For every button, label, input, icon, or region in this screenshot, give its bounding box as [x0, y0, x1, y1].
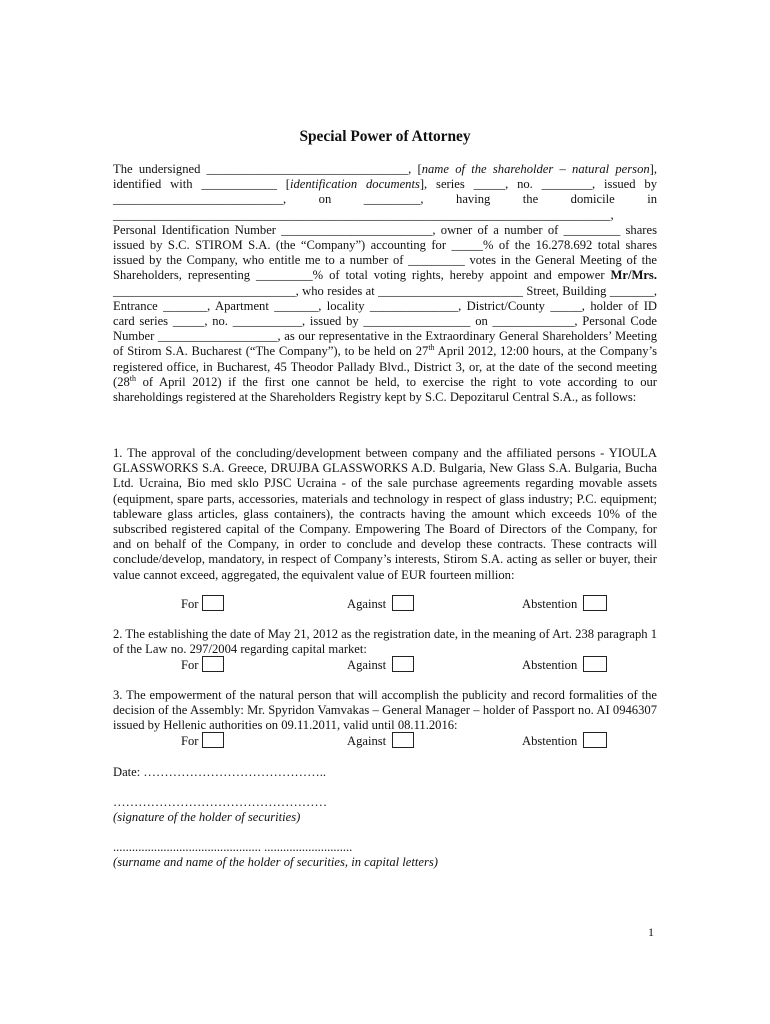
agenda-item-2-text: 2. The establishing the date of May 21, 2012 as the registration date, in the meaning of Art. 238 paragraph 1 of the Law no. 297/2004 regarding capital market:	[113, 627, 657, 657]
date-line: Date: ……………………………………..	[113, 765, 327, 779]
vote-for-option: For	[181, 732, 224, 749]
vote-abstention-option: Abstention	[522, 595, 607, 612]
agenda-item-3-text: 3. The empowerment of the natural person that will accomplish the publicity and record formalities of the decision of the Assembly: Mr. Spyridon Vamvakas – General Manager – holder of Passport no. AI 0946307 issued by Hellenic authorities on 09.11.2011, valid until 08.11.2016:	[113, 688, 657, 733]
signature-line: ……………………………………………	[113, 795, 328, 809]
vote-row-item-2	[113, 656, 657, 673]
vote-against-checkbox[interactable]	[392, 732, 414, 748]
agenda-item-1	[113, 446, 657, 583]
vote-for-option: For	[181, 595, 224, 612]
name-block	[113, 840, 657, 870]
vote-for-option: For	[181, 656, 224, 673]
page-number: 1	[648, 925, 654, 939]
signature-caption: (signature of the holder of securities)	[113, 810, 301, 825]
vote-abstention-option: Abstention	[522, 656, 607, 673]
name-caption: (surname and name of the holder of securities, in capital letters)	[113, 855, 438, 870]
vote-against-checkbox[interactable]	[392, 595, 414, 611]
vote-abstention-checkbox[interactable]	[583, 656, 607, 672]
document-title: Special Power of Attorney	[299, 128, 471, 145]
vote-against-option: Against	[347, 656, 414, 673]
vote-row-item-1	[113, 595, 657, 612]
agenda-item-1-text: 1. The approval of the concluding/development between company and the affiliated persons - YIOULA GLASSWORKS S.A. Greece, DRUJBA GLASSWORKS A.D. Bulgaria, New Glass S.A. Bulgaria, Bucha Ltd. Ucraina, Bio med sklo PJSC Ucraina - of the sale purchase agreements regarding movable assets (equipment, spare parts, accessories, materials and technology in respect of glass industry; P.C. equipment; tableware glass articles, glass containers), the contracts having the amount which exceeds 10% of the subscribed registered capital of the Company. Empowering The Board of Directors of the Company, for and on behalf of the Company, in order to conclude and develop these contracts. These contracts will conclude/develop, mandatory, in respect of Company’s interests, Stirom S.A. acting as seller or buyer, their value cannot exceed, aggregated, the equivalent value of EUR fourteen million:	[113, 446, 657, 582]
vote-for-checkbox[interactable]	[202, 656, 224, 672]
vote-row-item-3	[113, 732, 657, 749]
name-line: ............................................... ............................	[113, 840, 353, 854]
signature-block	[113, 795, 657, 825]
vote-for-checkbox[interactable]	[202, 595, 224, 611]
agenda-item-3	[113, 688, 657, 734]
vote-abstention-checkbox[interactable]	[583, 595, 607, 611]
vote-against-option: Against	[347, 732, 414, 749]
vote-abstention-option: Abstention	[522, 732, 607, 749]
vote-for-checkbox[interactable]	[202, 732, 224, 748]
vote-against-checkbox[interactable]	[392, 656, 414, 672]
intro-paragraph: The undersigned ________________________________, [name of the shareholder – natural person], identified with ____________ [identification documents], series _____, no. ________, issued by ___________________________, on _________, having the domicile in _______________________________________________________________________________, Personal Identification Number ________________________, owner of a number of _________ shares issued by S.C. STIROM S.A. (the “Company”) accounting for _____% of the 16.278.692 total shares issued by the Company, who entitle me to a number of _________ votes in the General Meeting of the Shareholders, representing _________% of total voting rights, hereby appoint and empower Mr/Mrs. _____________________________, who resides at _______________________ Street, Building _______, Entrance _______, Apartment _______, locality ______________, District/County _____, holder of ID card series _____, no. ___________, issued by _________________ on _____________, Personal Code Number ___________________, as our representative in the Extraordinary General Shareholders’ Meeting of Stirom S.A. Bucharest (“The Company”), to be held on 27th April 2012, 12:00 hours, at the Company’s registered office, in Bucharest, 45 Theodor Pallady Blvd., District 3, or, at the date of the second meeting (28th of April 2012) if the first one cannot be held, to exercise the right to vote according to our shareholdings registered at the Shareholders Registry kept by S.C. Depozitarul Central S.A., as follows:	[113, 162, 658, 405]
vote-abstention-checkbox[interactable]	[583, 732, 607, 748]
vote-against-option: Against	[347, 595, 414, 612]
agenda-item-2	[113, 627, 657, 657]
